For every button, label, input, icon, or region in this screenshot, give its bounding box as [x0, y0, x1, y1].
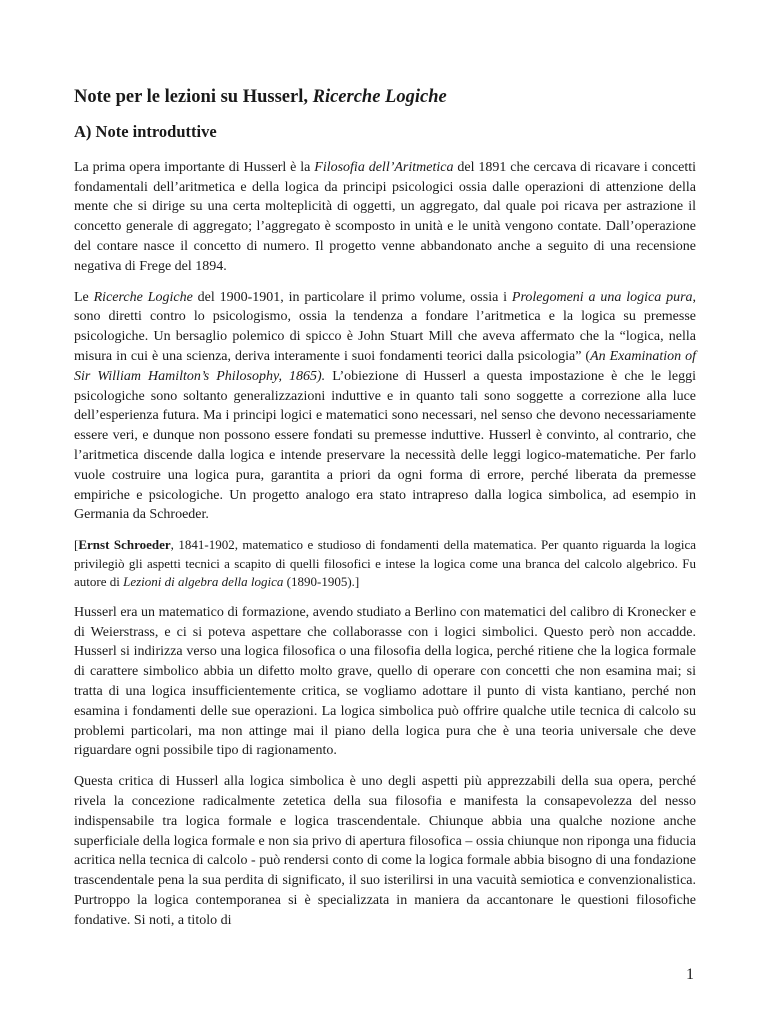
- p2-italic-2: Prolegomeni a una logica pura: [511, 289, 693, 305]
- bracket-note: [74, 536, 696, 592]
- p2-text-5: L’obiezione di Husserl a questa impostazione è che le leggi psicologiche sono soltanto generalizzazioni induttive e in quanto tali sono soggette a correzione alla luce dell’esperienza futura. Ma i principi logici e matematici sono necessari, nel senso che devono necessariamente essere veri, e dunque non possono essere fondati su premesse induttive. Husserl è convinto, al contrario, che l’aritmetica discende dalla logica e intende preservare la necessità delle leggi logico-matematiche. Per farlo vuole costruire una logica pura, garantita a priori da ogni forma di errore, perché liberata da premesse empiriche e psicologiche. Un progetto analogo era stato intrapreso dalla logica simbolica, ad esempio in Germania da Schroeder.: [74, 368, 696, 523]
- page-number: 1: [686, 966, 694, 983]
- p2-text-2: del 1900-1901, in particolare il primo volume, ossia i: [192, 289, 512, 305]
- p2-italic-3: An Examination of Sir William Hamilton’s Philosophy: [74, 348, 696, 384]
- paragraph-2: [74, 288, 696, 526]
- section-heading: A) Note introduttive: [74, 122, 217, 142]
- p1-italic-title: Filosofia dell’Aritmetica: [314, 159, 454, 175]
- note-text-1: [: [74, 537, 79, 553]
- title-italic-text: Ricerche Logiche: [312, 87, 447, 107]
- title-text: Note per le lezioni su Husserl,: [74, 87, 313, 107]
- p2-text-3: , sono diretti contro lo psicologismo, ossia la tendenza a fondare l’aritmetica e la logica su premesse psicologiche. Un bersaglio polemico di spicco è John Stuart Mill che aveva affermato che la “logica, nella misura in cui è una scienza, deriva interamente i suoi fondamenti teorici dalla psicologia” (: [74, 289, 697, 364]
- page-content: [74, 86, 696, 942]
- note-text-2: , 1841-1902, matematico e studioso di fondamenti della matematica. Per quanto riguarda la logica privilegiò gli aspetti tecnici a scapito di quelli filosofici e intese la logica come una branca del calcolo algebrico. Fu autore di: [74, 537, 696, 590]
- p1-text-2: del 1891 che cercava di ricavare i concetti fondamentali dell’aritmetica e della logica da principi psicologici ossia dalle operazioni di attenzione della mente che si dirige su una certa molteplicità di oggetti, un aggregato, dal quale poi ricava per astrazione il concetto generale di aggregato; l’aggregato è scomposto in unità e le unità vengono contate. Dall’operazione del contare nasce il concetto di numero. Il progetto venne abbandonato anche a seguito di una recensione negativa di Frege del 1894.: [74, 159, 697, 274]
- paragraph-1: [74, 158, 696, 277]
- document-title: [74, 86, 696, 109]
- p2-italic-1: Ricerche Logiche: [93, 289, 193, 305]
- p2-italic-year: , 1865: [278, 368, 317, 384]
- p2-italic-4: ).: [317, 368, 326, 384]
- note-text-3: (1890-1905).]: [283, 574, 360, 590]
- p1-text-1: La prima opera importante di Husserl è la: [74, 159, 315, 175]
- note-italic-title: Lezioni di algebra della logica: [123, 574, 284, 590]
- paragraph-4: Questa critica di Husserl alla logica simbolica è uno degli aspetti più apprezzabili della sua opera, perché rivela la concezione radicalmente zetetica della sua filosofia e manifesta la consapevolezza del nesso indispensabile tra logica formale e logica trascendentale. Chiunque abbia una qualche nozione anche superficiale della logica formale e non sia privo di apertura filosofica – ossia chiunque non riponga una fiducia acritica nella tecnica di calcolo - può rendersi conto di come la logica formale abbia bisogno di una fondazione trascendentale pena la sua perdita di significato, il suo isterilirsi in una vacuità semiotica e convenzionalistica. Purtroppo la logica contemporanea si è specializzata in maniera da accantonare le questioni filosofiche fondative. Si noti, a titolo di: [74, 774, 696, 928]
- paragraph-3: Husserl era un matematico di formazione, avendo studiato a Berlino con matematici del calibro di Kronecker e di Weierstrass, e ci si poteva aspettare che collaborasse con i logici simbolici. Questo però non accadde. Husserl si indirizza verso una logica filosofica o una filosofia della logica, perché ritiene che la logica formale di carattere simbolico abbia un difetto molto grave, quello di operare con concetti che non esamina mai; si tratta di una logica insufficientemente critica, se vogliamo adottare il punto di vista kantiano, perché non esamina i fondamenti delle sue operazioni. La logica simbolica può offrire qualche utile tecnica di calcolo su problemi particolari, ma non attinge mai il piano della logica pura che è una teoria universale che deve riguardare ogni possibile tipo di ragionamento.: [74, 604, 696, 759]
- p2-text-1: Le: [74, 289, 94, 305]
- note-bold-name: Ernst Schroeder: [78, 537, 171, 553]
